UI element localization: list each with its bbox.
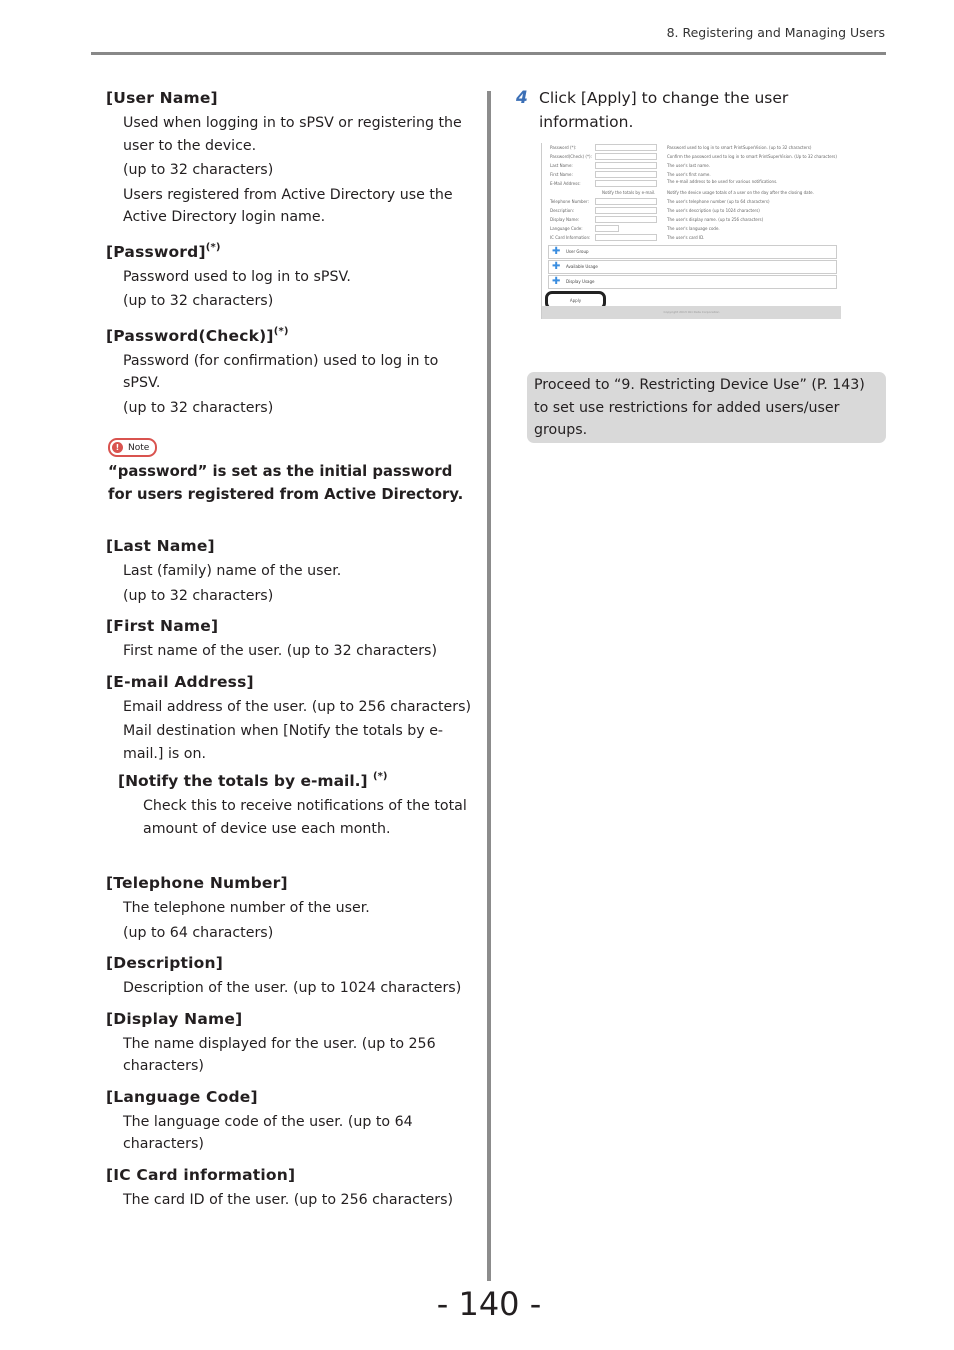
field-label: First Name: [550, 172, 573, 177]
header-rule [91, 52, 886, 55]
text: Password (for confirmation) used to log in to sPSV. [123, 352, 439, 391]
callout-box: Proceed to “9. Restricting Device Use” (P. 143) to set use restrictions for added users/user groups. [527, 372, 886, 443]
note-text: “password” is set as the initial password for users registered from Active Directory. [108, 463, 464, 503]
field-label: Last Name: [550, 163, 573, 168]
section-display-name [106, 1009, 478, 1078]
right-column [516, 86, 886, 134]
screenshot-footer: Copyright 2013 Oki Data Corporation [542, 306, 841, 319]
heading-notify-totals [118, 767, 478, 791]
ic-card-field [595, 234, 657, 241]
heading-user-name: [User Name] [106, 89, 218, 107]
notify-checkbox-label: Notify the totals by e-mail. [602, 190, 656, 195]
section-language-code [106, 1087, 478, 1156]
section-ic-card [106, 1165, 478, 1212]
exclamation-icon: ! [112, 442, 123, 453]
field-desc: Confirm the password used to log in to smart PrintSuperVision. (Up to 32 characters) [667, 154, 837, 159]
apply-button: Apply [545, 291, 606, 310]
field-desc: The user's card ID. [667, 235, 705, 240]
heading-first-name: [First Name] [106, 617, 219, 635]
field-desc: The e-mail address to be used for various notifications. [667, 179, 778, 184]
column-divider [487, 91, 491, 1281]
spacer [106, 849, 478, 873]
text: Last (family) name of the user. [123, 563, 342, 579]
plus-icon: ✚ [552, 261, 561, 272]
telephone-field [595, 198, 657, 205]
email-field [595, 180, 657, 187]
first-name-field [595, 171, 657, 178]
text: (up to 32 characters) [123, 399, 274, 416]
field-label: Description: [550, 208, 575, 213]
field-desc: The user's language code. [667, 226, 720, 231]
last-name-field [595, 162, 657, 169]
password-check-field [595, 153, 657, 160]
section-telephone [106, 873, 478, 944]
field-desc: The user's last name. [667, 163, 710, 168]
field-label: Password(Check) (*): [550, 154, 592, 159]
note-label: Note [128, 442, 150, 453]
heading-last-name: [Last Name] [106, 537, 215, 555]
user-edit-screenshot [541, 143, 841, 319]
required-mark: (*) [273, 325, 289, 337]
plus-icon: ✚ [552, 276, 561, 287]
heading-text: [Password] [106, 242, 206, 261]
text: Check this to receive notifications of the total amount of device use each month. [143, 798, 467, 837]
field-desc: The user's display name. (up to 256 characters) [667, 217, 764, 222]
text: First name of the user. (up to 32 characters) [123, 643, 437, 659]
field-desc: Notify the device usage totals of a user on the day after the closing date. [667, 190, 814, 195]
language-code-select [595, 225, 619, 232]
required-mark: (*) [205, 241, 221, 253]
heading-telephone: [Telephone Number] [106, 874, 288, 892]
heading-ic-card: [IC Card information] [106, 1165, 296, 1184]
text: Mail destination when [Notify the totals by e-mail.] is on. [123, 723, 444, 762]
field-label: Display Name: [550, 217, 580, 222]
left-column [106, 88, 478, 1220]
section-email [106, 672, 478, 841]
expander-display-usage [548, 275, 837, 289]
section-first-name [106, 616, 478, 663]
field-label: Password (*): [550, 145, 577, 150]
expander-label: Available Usage [566, 264, 598, 269]
text: (up to 32 characters) [123, 162, 274, 178]
step-text: Click [Apply] to change the user information. [539, 89, 789, 131]
note-badge [108, 438, 157, 457]
text: The card ID of the user. (up to 256 characters) [123, 1191, 453, 1208]
heading-email: [E-mail Address] [106, 672, 254, 691]
field-desc: Password used to log in to smart PrintSuperVision. (up to 32 characters) [667, 145, 812, 150]
heading-description: [Description] [106, 954, 224, 972]
field-desc: The user's telephone number (up to 64 characters) [667, 199, 770, 204]
page-number: - 140 - [436, 1285, 542, 1323]
required-mark: (*) [373, 771, 388, 782]
step-number: 4 [516, 88, 528, 108]
chapter-header: 8. Registering and Managing Users [666, 25, 885, 40]
text: The telephone number of the user. [123, 900, 370, 916]
text: (up to 64 characters) [123, 924, 274, 941]
plus-icon: ✚ [552, 246, 561, 257]
field-label: Telephone Number: [550, 199, 589, 204]
expander-user-group [548, 245, 837, 259]
field-label: IC Card Information: [550, 235, 591, 240]
heading-password [106, 238, 478, 262]
heading-display-name: [Display Name] [106, 1009, 243, 1028]
field-label: E-Mail Address: [550, 181, 581, 186]
section-last-name [106, 536, 478, 607]
heading-text: [Password(Check)] [106, 326, 274, 345]
heading-text: [Notify the totals by e-mail.] [118, 772, 368, 790]
text: Password used to log in to sPSV. [123, 268, 351, 285]
expander-available-usage [548, 260, 837, 274]
text: Description of the user. (up to 1024 characters) [123, 980, 462, 996]
password-field [595, 144, 657, 151]
expander-label: User Group [566, 249, 589, 254]
text: Email address of the user. (up to 256 characters) [123, 698, 472, 715]
display-name-field [595, 216, 657, 223]
section-password [106, 238, 478, 313]
step-4 [516, 86, 886, 134]
text: (up to 32 characters) [123, 587, 274, 604]
text: Users registered from Active Directory use the Active Directory login name. [123, 186, 453, 225]
field-desc: The user's first name. [667, 172, 711, 177]
text: (up to 32 characters) [123, 293, 274, 309]
section-description [106, 953, 478, 1000]
heading-language-code: [Language Code] [106, 1087, 258, 1106]
description-field [595, 207, 657, 214]
text: The name displayed for the user. (up to 256 characters) [123, 1035, 436, 1074]
section-password-check [106, 322, 478, 420]
section-user-name [106, 88, 478, 229]
heading-password-check [106, 322, 478, 346]
text: Used when logging in to sPSV or registering the user to the device. [123, 115, 462, 154]
text: The language code of the user. (up to 64 characters) [123, 1113, 413, 1152]
expander-label: Display Usage [566, 279, 595, 284]
field-desc: The user's description (up to 1024 characters) [667, 208, 760, 213]
field-label: Language Code: [550, 226, 583, 231]
